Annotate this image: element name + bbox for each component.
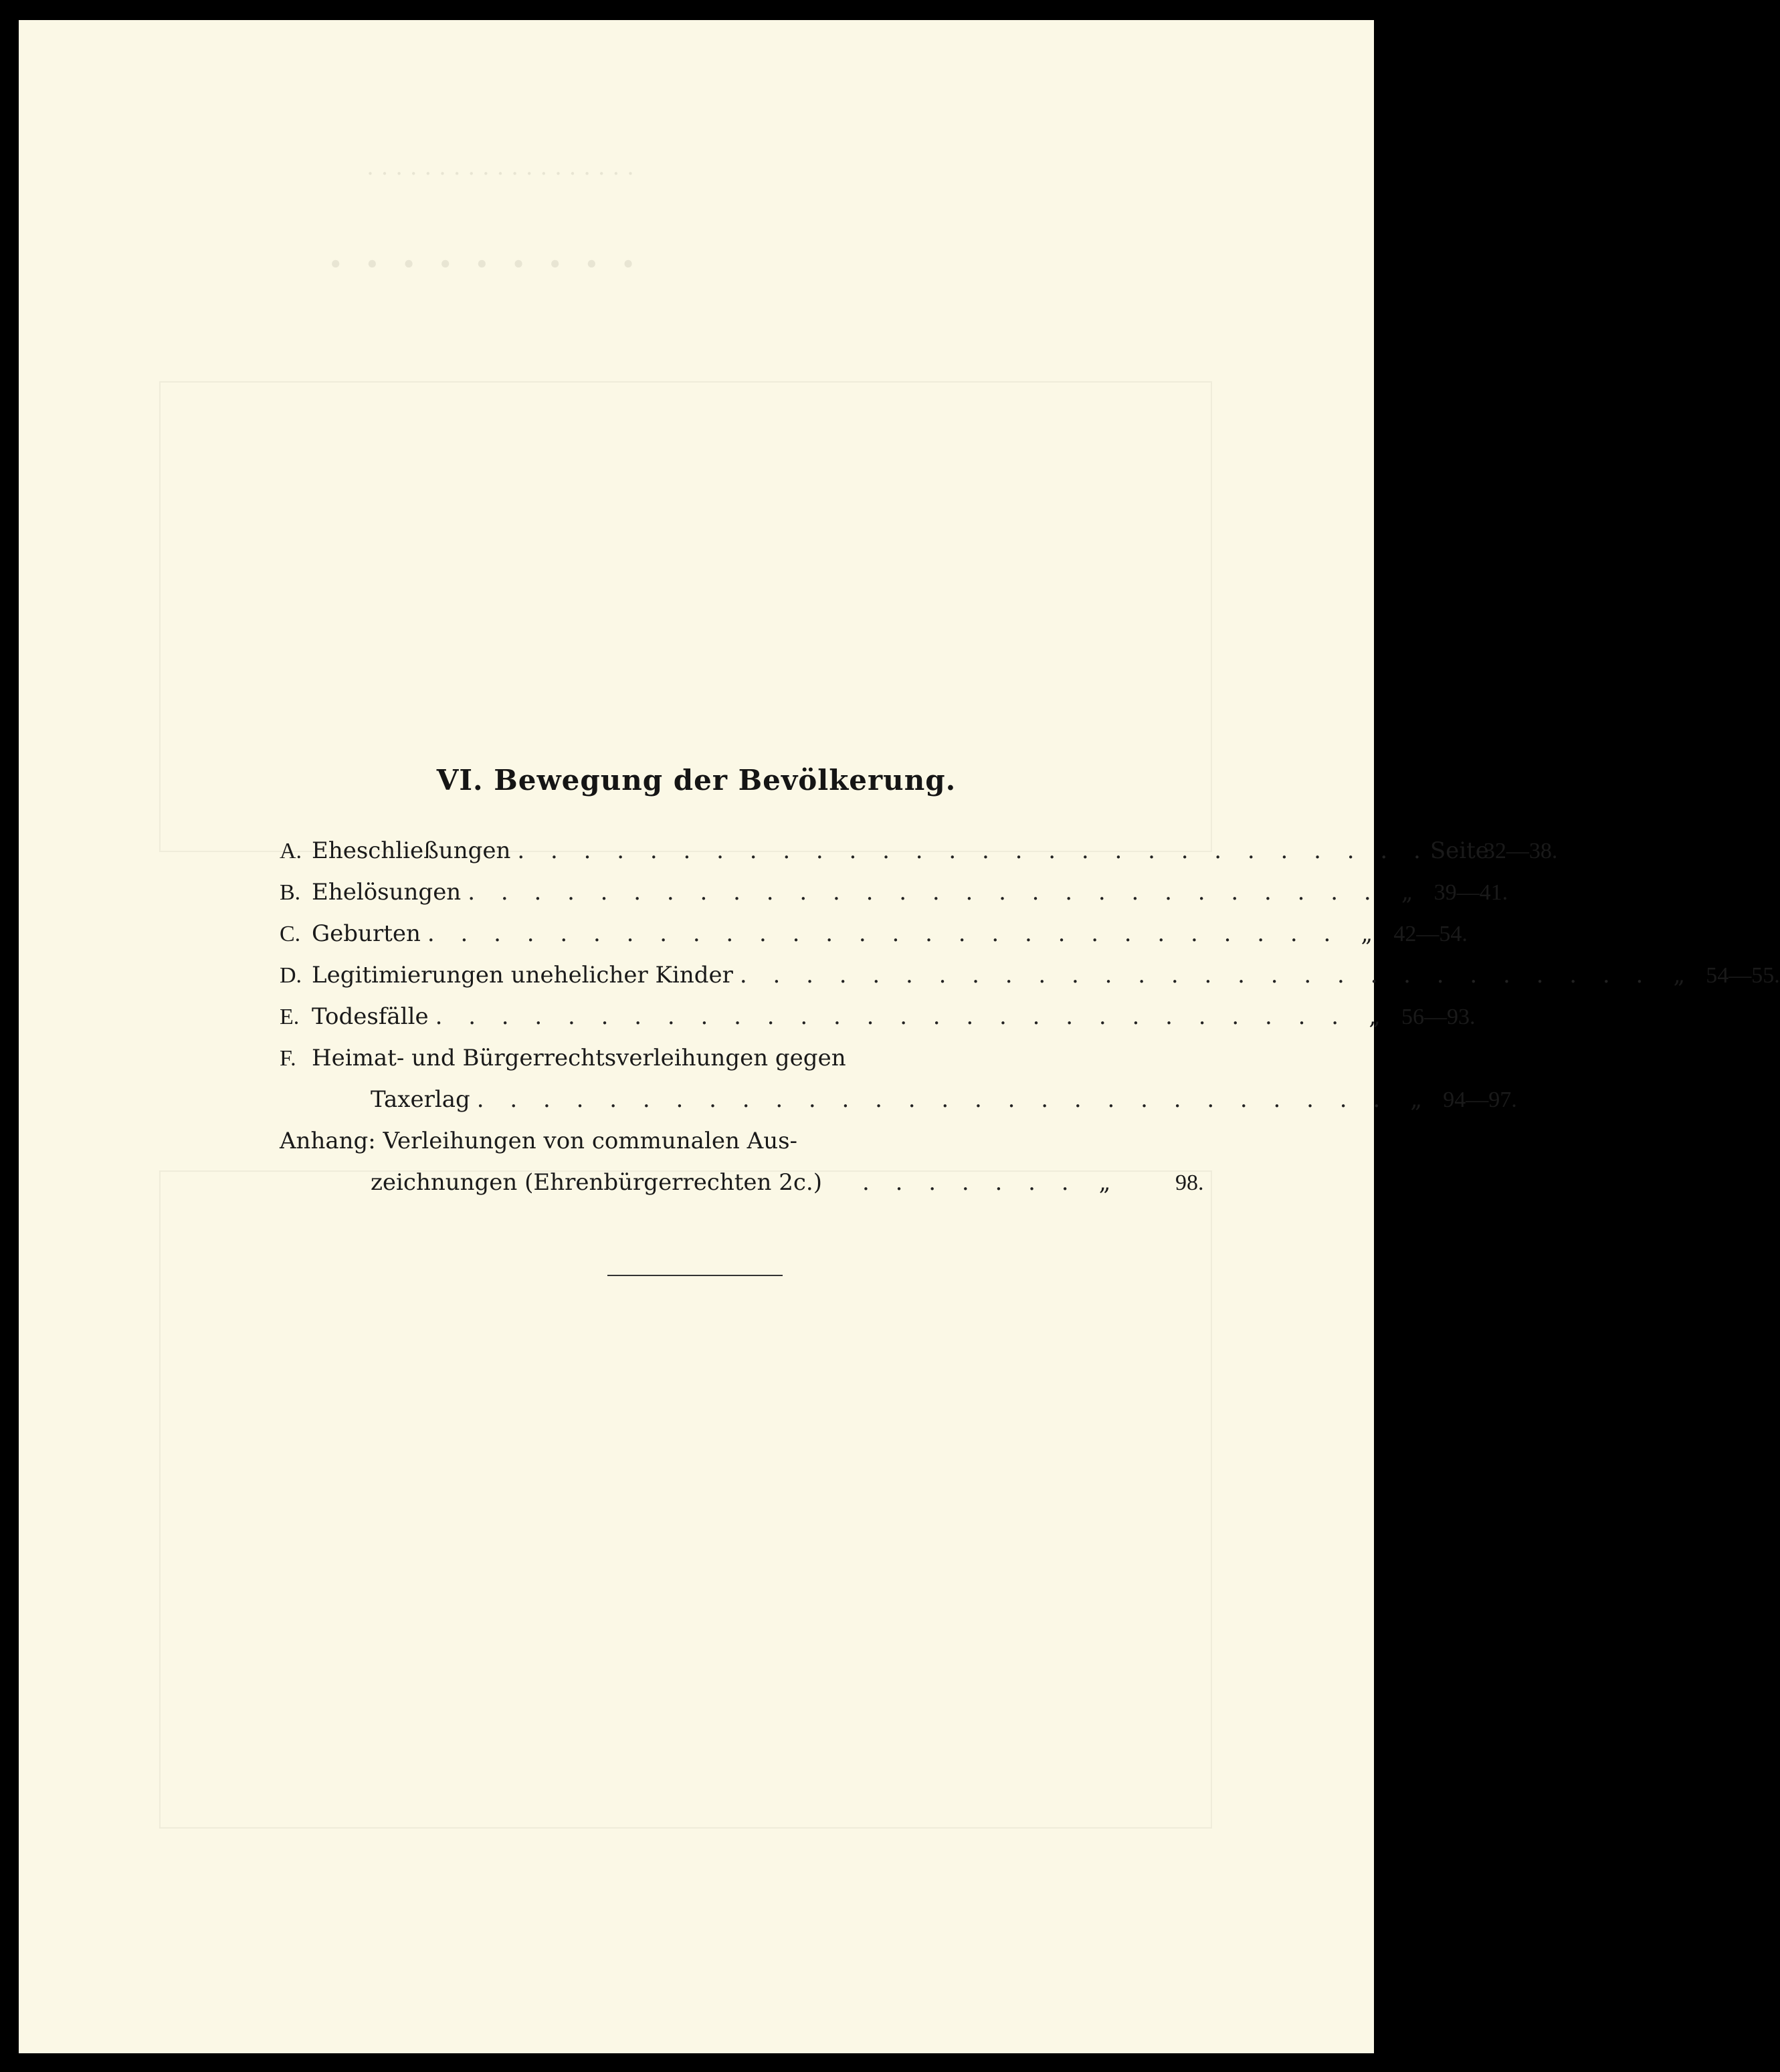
entry-seite: Seite [1429,837,1489,864]
dot-leader: . . . . . . . . . . . . . . . . . . . . . . . . . . . . [476,1086,1390,1113]
entry-letter: D. [280,963,302,988]
entry-letter: C. [280,922,301,946]
entry-seite: „ [1673,962,1686,989]
table-of-contents [280,837,1780,1211]
toc-entry-f-line1 [280,1045,1082,1086]
toc-entry-a [280,837,1558,879]
entry-letter: B. [280,880,301,905]
bleed-through-title: . . . . . . . . . [326,214,637,281]
entry-label: Legitimierungen unehelicher Kinder [312,962,733,989]
entry-seite: „ [1369,1003,1381,1030]
toc-entry-c [280,920,1468,962]
entry-label: Ehelösungen [312,879,462,906]
toc-entry-d [280,962,1780,1003]
dot-leader: . . . . . . . . . . . . . . . . . . . . . . . . . . . . [435,1003,1348,1030]
entry-label: Geburten [312,920,421,947]
entry-seite: „ [1401,879,1413,906]
entry-pages: 56—93. [1401,1005,1476,1029]
closing-rule [607,1275,783,1276]
entry-seite: „ [1361,920,1373,947]
entry-letter: A. [280,839,302,863]
toc-entry-b [280,879,1508,920]
dot-leader: . . . . . . . . . . . . . . . . . . . . . . . . . . . . [517,837,1430,864]
entry-label: Taxerlag [371,1086,470,1113]
dot-leader: . . . . . . . . . . . . . . . . . . . . . . . . . . . . [427,920,1341,947]
bleed-through-top: . . . . . . . . . . . . . . . . . . . [367,154,634,181]
dot-leader: . . . . . . . [862,1169,1078,1196]
entry-pages: 42—54. [1393,922,1468,946]
entry-letter: E. [280,1005,300,1029]
entry-label: zeichnungen (Ehrenbürgerrechten 2c.) [371,1169,822,1196]
toc-entry-appendix-line1 [280,1128,1082,1169]
entry-pages: 98. [1175,1170,1204,1195]
entry-label: Heimat- und Bürgerrechtsverleihungen gegen [312,1045,846,1071]
entry-letter: F. [280,1046,296,1071]
entry-pages: 32—38. [1483,839,1558,863]
entry-label: Anhang: Verleihungen von communalen Aus- [280,1128,798,1154]
entry-pages: 94—97. [1443,1087,1517,1112]
entry-label: Eheschließungen [312,837,511,864]
dot-leader: . . . . . . . . . . . . . . . . . . . . . . . . . . . . [739,962,1653,989]
document-page [19,20,1780,2053]
bleed-through-table-2 [159,1170,1212,1829]
entry-seite: „ [1098,1169,1111,1196]
page-heading: VI. Bewegung der Bevölkerung. [436,764,957,797]
entry-pages: 54—55. [1706,963,1780,988]
entry-seite: „ [1410,1086,1423,1113]
toc-entry-appendix-line2 [280,1169,1204,1211]
dot-leader: . . . . . . . . . . . . . . . . . . . . . . . . . . . . [468,879,1381,906]
toc-entry-e [280,1003,1476,1045]
entry-pages: 39—41. [1433,880,1508,905]
toc-entry-f-line2 [280,1086,1517,1128]
entry-label: Todesfälle [312,1003,429,1030]
